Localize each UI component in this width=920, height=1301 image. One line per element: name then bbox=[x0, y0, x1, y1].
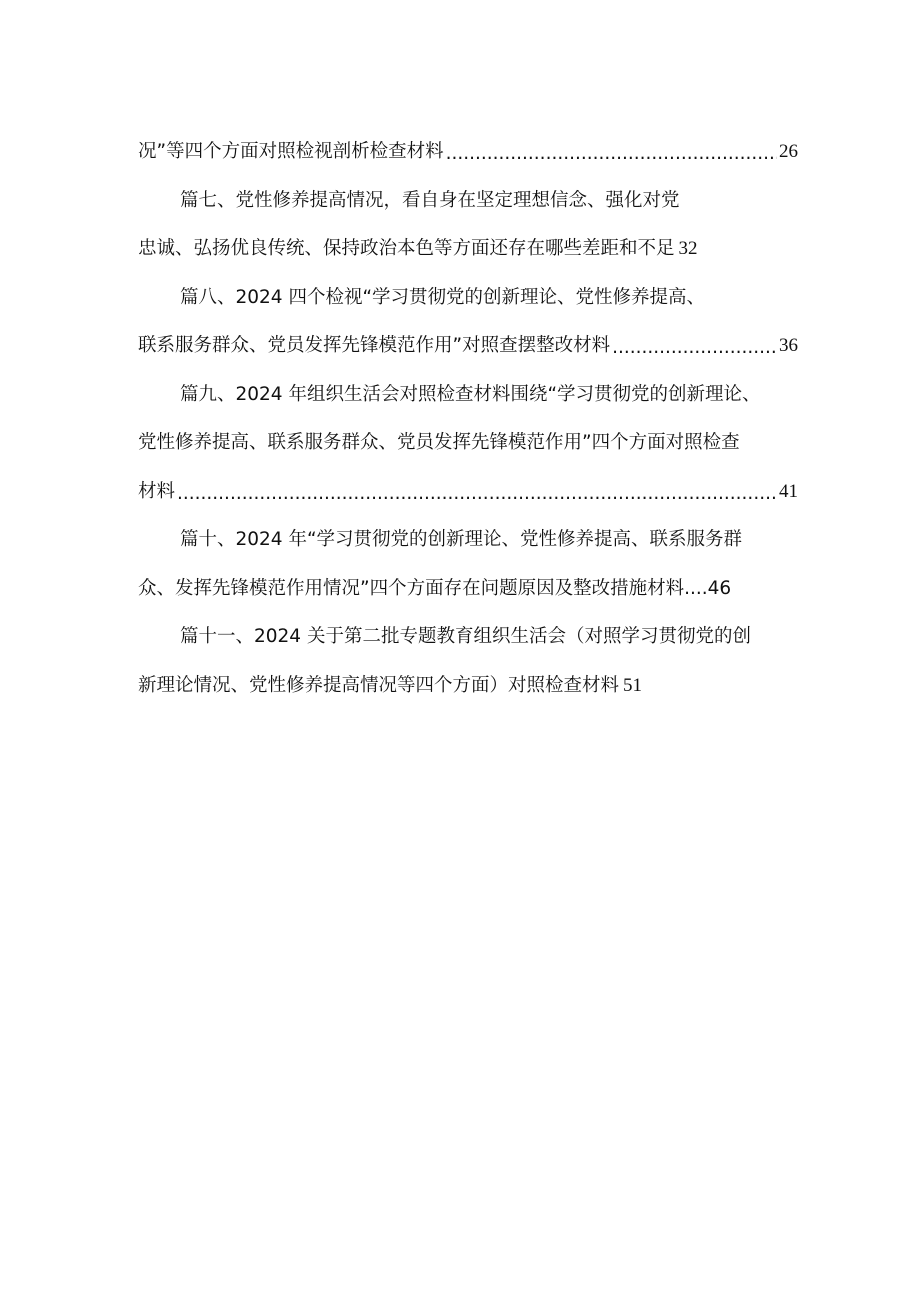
toc-entry-line[interactable] bbox=[138, 613, 798, 662]
toc-entry-line[interactable] bbox=[138, 177, 798, 226]
toc-entry-line[interactable] bbox=[138, 371, 798, 420]
toc-entry-line[interactable] bbox=[138, 225, 798, 274]
toc-entry-line[interactable] bbox=[138, 468, 798, 517]
toc-entry-text: 篇十、2024 年“学习贯彻党的创新理论、党性修养提高、联系服务群 bbox=[180, 529, 743, 551]
toc-entry-text: 众、发挥先锋模范作用情况”四个方面存在问题原因及整改措施材料....46 bbox=[138, 577, 732, 599]
toc-entry-line[interactable] bbox=[138, 662, 798, 711]
toc-entry-text: 况”等四个方面对照检视剖析检查材料 bbox=[138, 141, 444, 163]
toc-page-number: 26 bbox=[779, 141, 798, 163]
toc-dot-leader bbox=[177, 472, 777, 516]
toc-entry-line[interactable] bbox=[138, 322, 798, 371]
toc-entry-text: 篇八、2024 四个检视“学习贯彻党的创新理论、党性修养提高、 bbox=[180, 286, 706, 308]
toc-entry-text: 篇七、党性修养提高情况，看自身在坚定理想信念、强化对党 bbox=[180, 189, 680, 211]
toc-entry-text: 篇九、2024 年组织生活会对照检查材料围绕“学习贯彻党的创新理论、 bbox=[180, 383, 761, 405]
toc-dot-leader bbox=[446, 132, 777, 176]
toc-page-number: 41 bbox=[779, 480, 798, 502]
toc-entry-text: 忠诚、弘扬优良传统、保持政治本色等方面还存在哪些差距和不足 bbox=[138, 238, 675, 260]
toc-entry-text: 篇十一、2024 关于第二批专题教育组织生活会（对照学习贯彻党的创 bbox=[180, 626, 751, 648]
toc-entry-text: 党性修养提高、联系服务群众、党员发挥先锋模范作用”四个方面对照检查 bbox=[138, 432, 740, 454]
toc-entry-line[interactable] bbox=[138, 565, 798, 614]
toc-entry-text: 新理论情况、党性修养提高情况等四个方面）对照检查材料 bbox=[138, 674, 620, 696]
toc-dot-leader bbox=[612, 326, 777, 370]
toc-entry-line[interactable] bbox=[138, 128, 798, 177]
toc-entry-line[interactable] bbox=[138, 516, 798, 565]
toc-page-number: 32 bbox=[678, 238, 698, 260]
toc-page-number: 51 bbox=[623, 674, 643, 696]
toc-entry-line[interactable] bbox=[138, 274, 798, 323]
toc-entry-text: 材料 bbox=[138, 480, 176, 502]
toc-entry-text: 联系服务群众、党员发挥先锋模范作用”对照查摆整改材料 bbox=[138, 335, 611, 357]
toc-page-number: 36 bbox=[779, 335, 798, 357]
toc-entry-line[interactable] bbox=[138, 419, 798, 468]
table-of-contents bbox=[138, 128, 798, 710]
